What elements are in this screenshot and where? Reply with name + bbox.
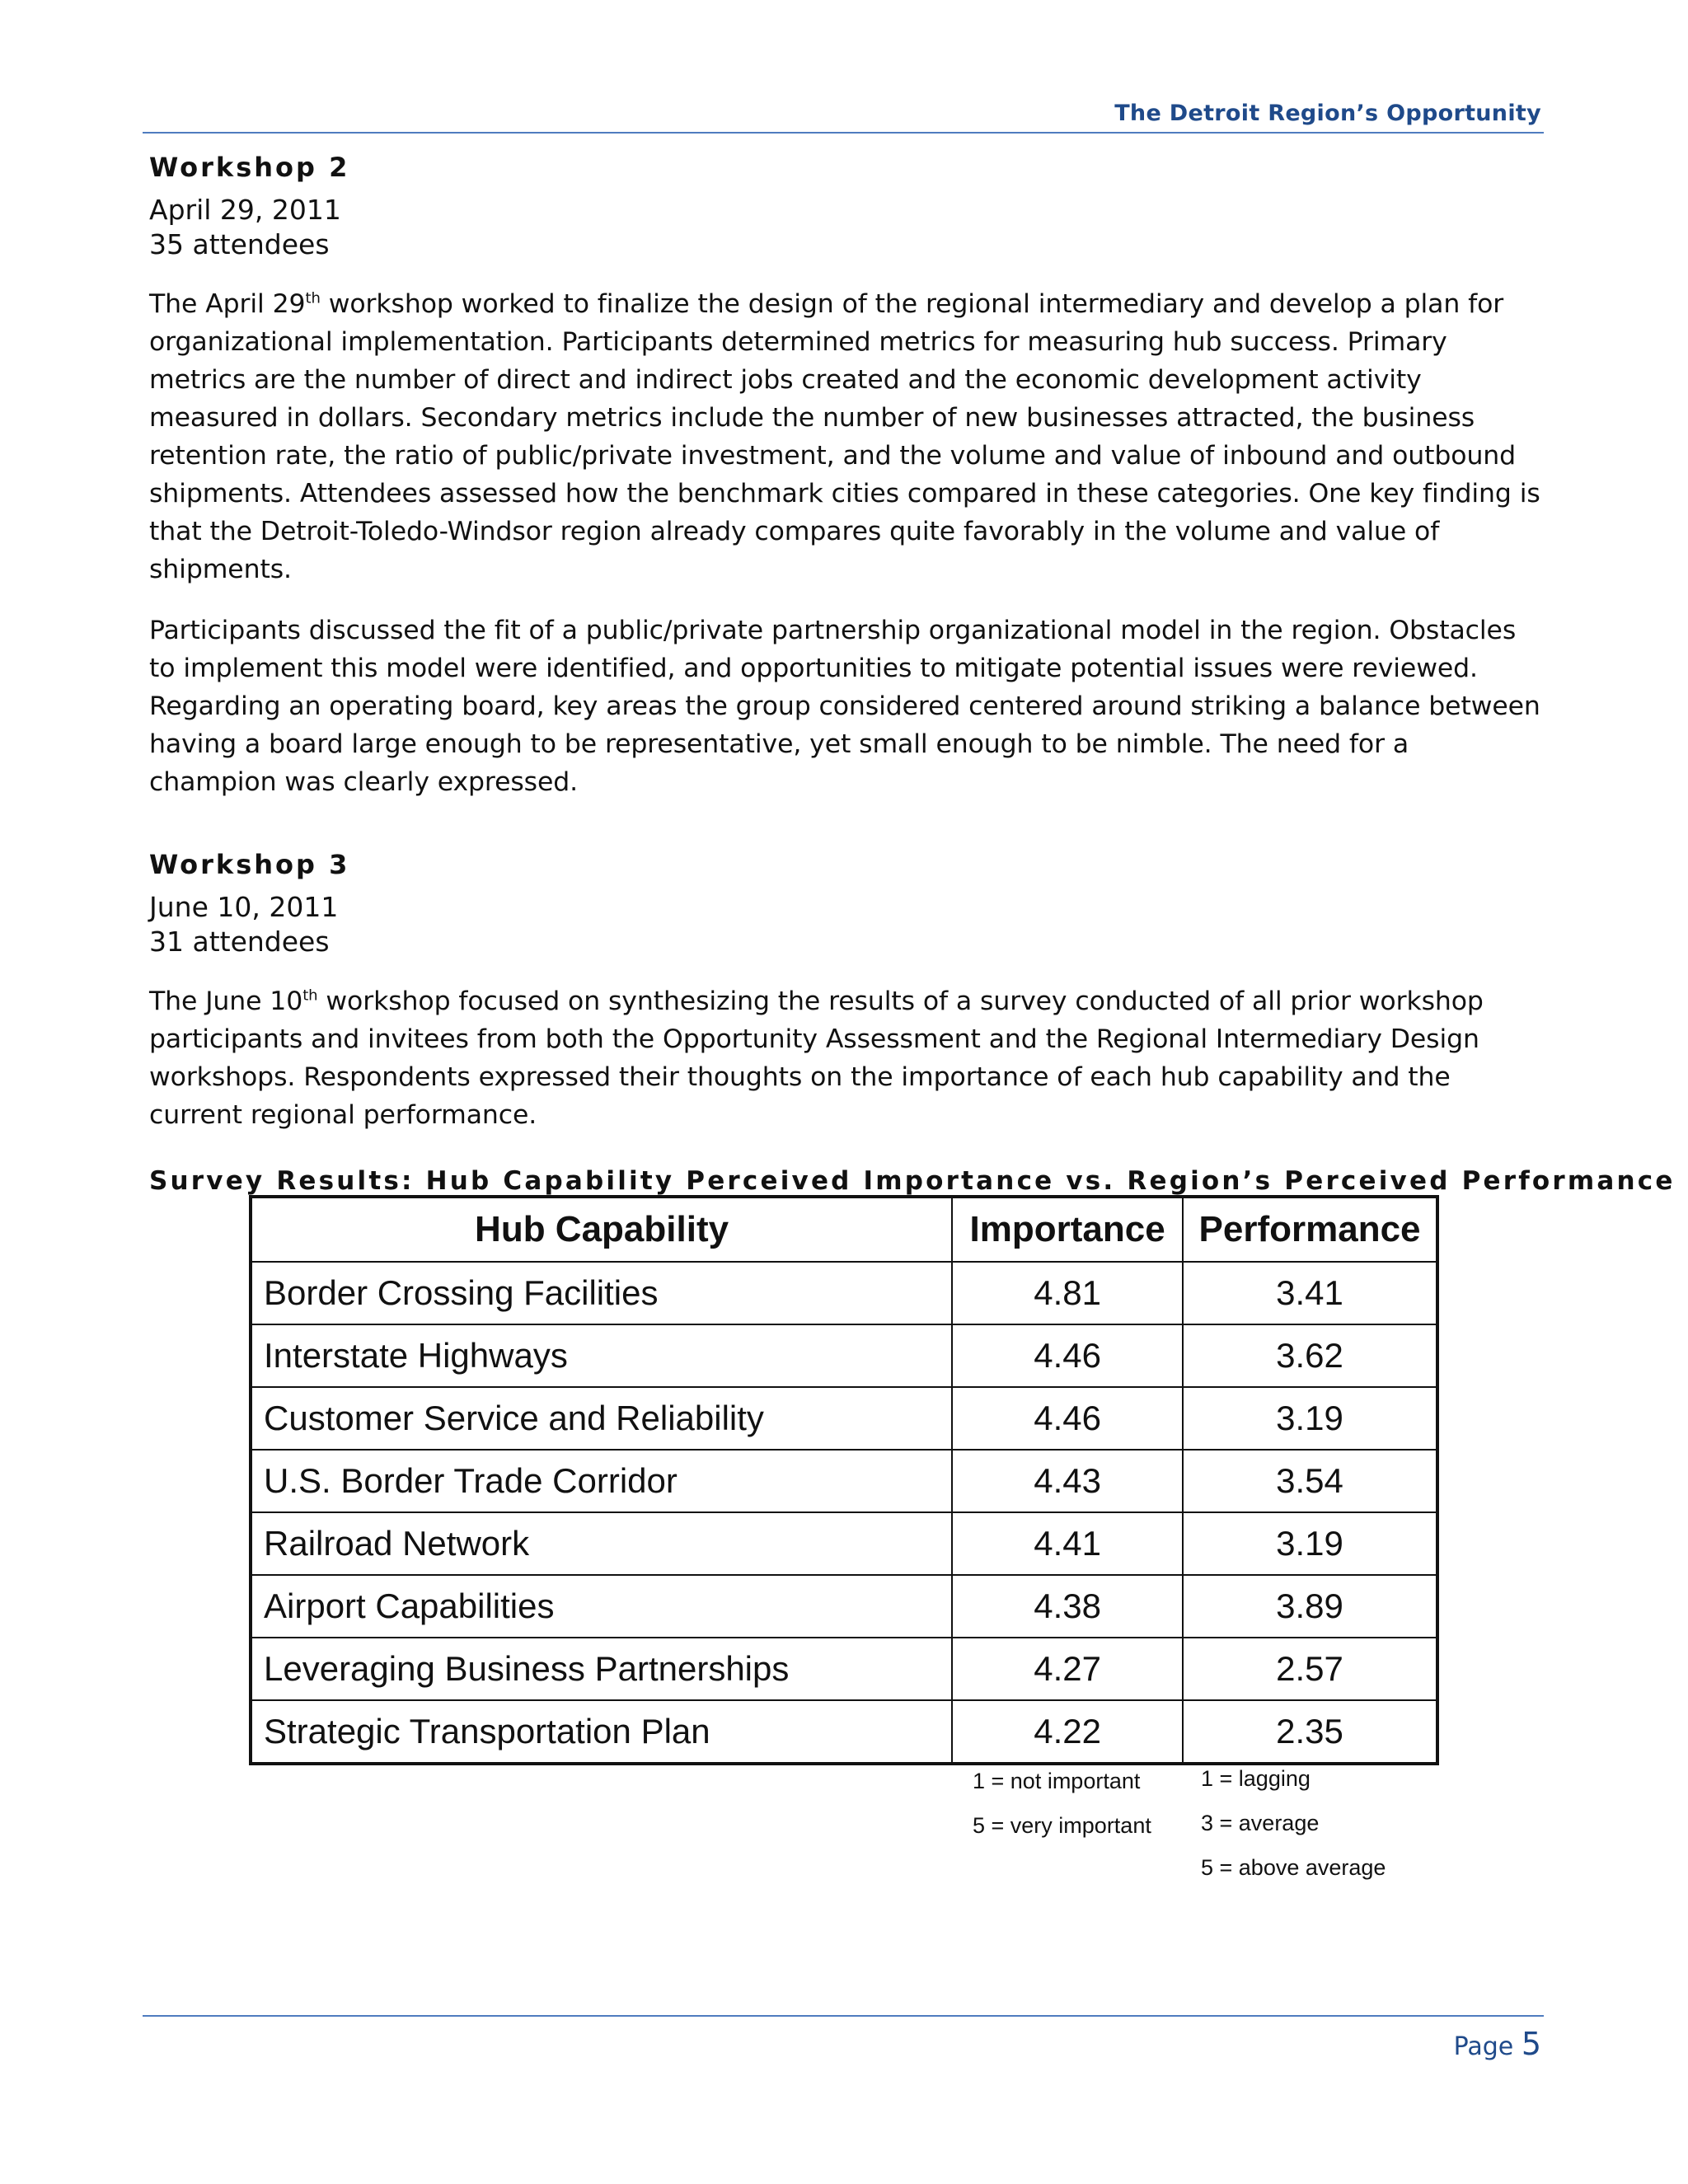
workshop-3-heading: Workshop 3 — [149, 849, 350, 880]
importance-cell: 4.27 — [952, 1638, 1183, 1700]
survey-caption: Survey Results: Hub Capability Perceived Importance vs. Region’s Perceived Performance — [149, 1166, 1676, 1196]
performance-cell: 3.89 — [1183, 1575, 1437, 1638]
header-hub-capability: Hub Capability — [251, 1197, 952, 1262]
w2p1-sup: th — [305, 289, 321, 307]
survey-results-table — [249, 1195, 1439, 1765]
w3p1-before: The June 10 — [149, 987, 303, 1016]
page-content — [149, 147, 1676, 1200]
table-row — [251, 1575, 1437, 1638]
table-row — [251, 1387, 1437, 1450]
performance-cell: 2.35 — [1183, 1700, 1437, 1764]
performance-cell: 3.19 — [1183, 1387, 1437, 1450]
capability-cell: Strategic Transportation Plan — [251, 1700, 952, 1764]
table-row — [251, 1512, 1437, 1575]
performance-cell: 3.54 — [1183, 1450, 1437, 1512]
header-importance: Importance — [952, 1197, 1183, 1262]
importance-legend-item: 1 = not important — [973, 1769, 1141, 1793]
importance-cell: 4.41 — [952, 1512, 1183, 1575]
performance-cell: 3.19 — [1183, 1512, 1437, 1575]
performance-cell: 3.41 — [1183, 1262, 1437, 1324]
performance-legend-item: 1 = lagging — [1201, 1766, 1311, 1791]
workshop-3-attendees: 31 attendees — [149, 926, 330, 958]
workshop-2-heading: Workshop 2 — [149, 152, 350, 183]
table-row — [251, 1450, 1437, 1512]
capability-cell: Airport Capabilities — [251, 1575, 952, 1638]
workshop-3-meta — [149, 890, 1542, 959]
page-number — [1454, 2026, 1541, 2062]
workshop-2-paragraph-2: Participants discussed the fit of a public/private partnership organizational model in the region. Obstacles to implement this model were identified, and opportunities to mitigate potential issues were reviewed. Regarding an operating board, key areas the group considered centered around striking a balance between having a board large enough to be representative, yet small enough to be nimble. The need for a champion was clearly expressed. — [149, 616, 1540, 797]
importance-cell: 4.46 — [952, 1387, 1183, 1450]
capability-cell: Interstate Highways — [251, 1324, 952, 1387]
w3p1-sup: th — [302, 987, 318, 1005]
w3p1-after: workshop focused on synthesizing the results of a survey conducted of all prior workshop participants and invitees from both the Opportunity Assessment and the Regional Intermediary Design workshops. Respondents expressed their thoughts on the importance of each hub capability and the current regional performance. — [149, 987, 1484, 1130]
workshop-3-date: June 10, 2011 — [149, 891, 339, 923]
performance-cell: 2.57 — [1183, 1638, 1437, 1700]
footer-divider — [143, 2015, 1544, 2017]
table-header-row — [251, 1197, 1437, 1262]
capability-cell: Border Crossing Facilities — [251, 1262, 952, 1324]
importance-cell: 4.22 — [952, 1700, 1183, 1764]
importance-cell: 4.81 — [952, 1262, 1183, 1324]
importance-cell: 4.38 — [952, 1575, 1183, 1638]
workshop-3-paragraph-1 — [149, 982, 1542, 1134]
performance-legend-item: 3 = average — [1201, 1811, 1320, 1835]
capability-cell: Railroad Network — [251, 1512, 952, 1575]
workshop-2-date: April 29, 2011 — [149, 194, 341, 226]
performance-legend-item: 5 = above average — [1201, 1855, 1386, 1880]
workshop-2-paragraph-1 — [149, 285, 1542, 588]
capability-cell: U.S. Border Trade Corridor — [251, 1450, 952, 1512]
workshop-2-meta — [149, 193, 1542, 262]
capability-cell: Leveraging Business Partnerships — [251, 1638, 952, 1700]
w2p1-after: workshop worked to finalize the design of the regional intermediary and develop a plan for organizational implementation. Participants determined metrics for measuring hub success. Primary metrics are the number of direct and indirect jobs created and the economic development activity measured in dollars. Secondary metrics include the number of new businesses attracted, the business retention rate, the ratio of public/private investment, and the volume and value of inbound and outbound shipments. Attendees assessed how the benchmark cities compared in these categories. One key finding is that the Detroit-Toledo-Windsor region already compares quite favorably in the volume and value of shipments. — [149, 289, 1540, 584]
table-row — [251, 1324, 1437, 1387]
performance-cell: 3.62 — [1183, 1324, 1437, 1387]
page-label: Page — [1453, 2032, 1514, 2061]
capability-cell: Customer Service and Reliability — [251, 1387, 952, 1450]
page-number-value: 5 — [1521, 2026, 1541, 2062]
importance-cell: 4.46 — [952, 1324, 1183, 1387]
w2p1-before: The April 29 — [149, 289, 306, 319]
importance-legend — [973, 1759, 1151, 1848]
importance-cell: 4.43 — [952, 1450, 1183, 1512]
table-row — [251, 1262, 1437, 1324]
importance-legend-item: 5 = very important — [973, 1813, 1151, 1838]
performance-legend — [1201, 1756, 1386, 1890]
header-performance: Performance — [1183, 1197, 1437, 1262]
header-title: The Detroit Region’s Opportunity — [1114, 101, 1541, 126]
workshop-2-attendees: 35 attendees — [149, 228, 330, 260]
table-row — [251, 1700, 1437, 1764]
header-divider — [143, 132, 1544, 134]
table-row — [251, 1638, 1437, 1700]
